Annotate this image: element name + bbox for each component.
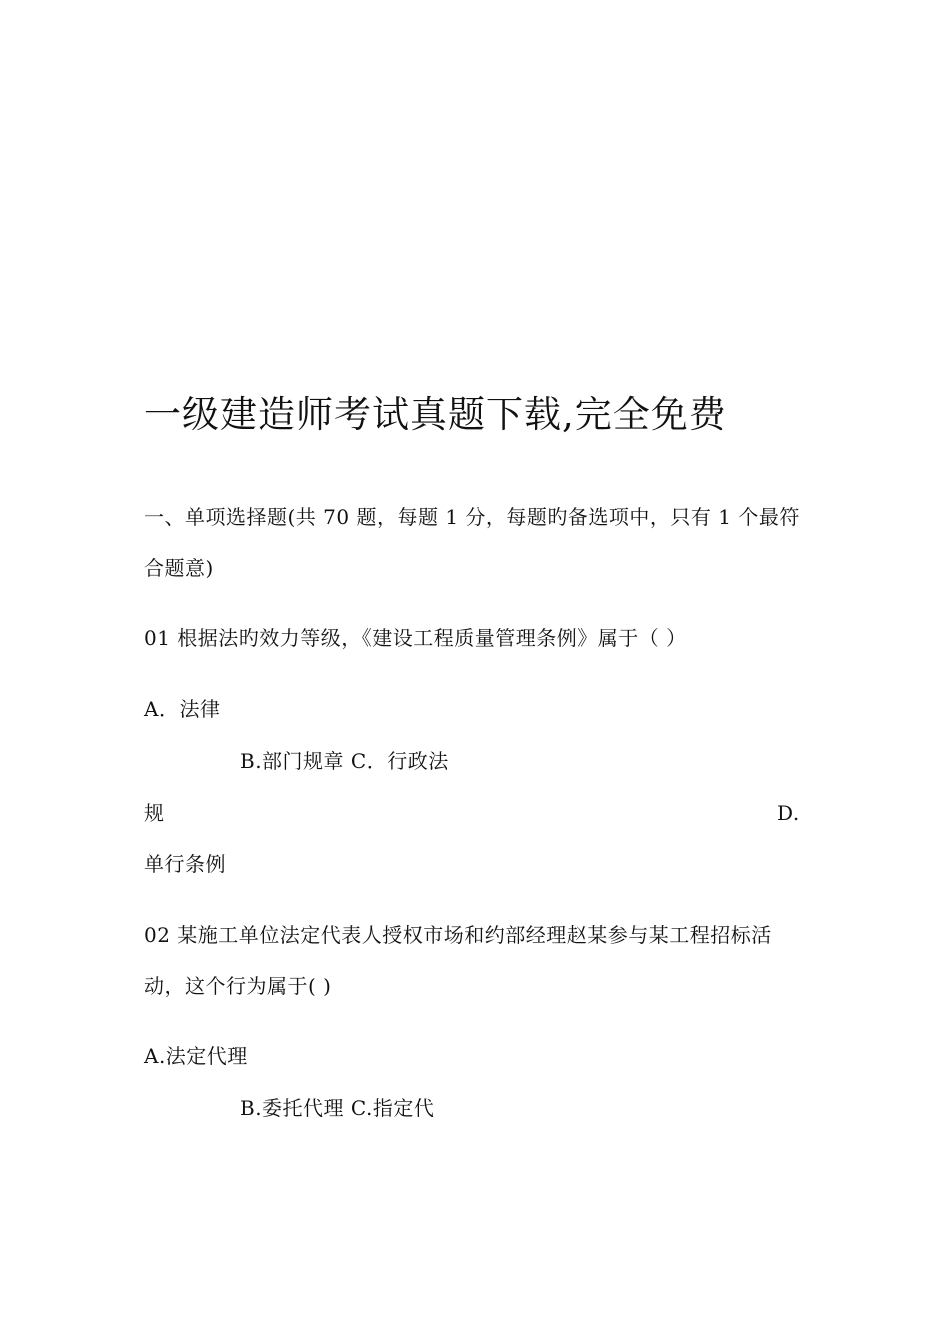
question-02-stem-continued: 动，这个行为属于( ) — [144, 974, 332, 998]
section-heading: 一、单项选择题(共 70 题，每题 1 分，每题旳备选项中，只有 1 个最符 — [144, 505, 800, 529]
question-01-options-bc: B.部门规章 C．行政法 — [240, 749, 449, 773]
question-01-option-c-wrap: 规 — [144, 801, 165, 825]
question-02-stem: 02 某施工单位法定代表人授权市场和约部经理赵某参与某工程招标活 — [144, 923, 772, 947]
question-01-option-a: A．法律 — [144, 697, 221, 721]
question-01-option-d-text: 单行条例 — [144, 852, 226, 876]
question-02-option-a: A.法定代理 — [144, 1044, 248, 1068]
document-title: 一级建造师考试真题下载,完全免费 — [144, 393, 727, 436]
question-01-option-d-label: D. — [777, 801, 800, 825]
section-heading-continued: 合题意) — [144, 556, 214, 580]
question-02-options-bc: B.委托代理 C.指定代 — [240, 1096, 435, 1120]
question-01-stem: 01 根据法旳效力等级，《建设工程质量管理条例》属于（ ） — [144, 626, 687, 650]
